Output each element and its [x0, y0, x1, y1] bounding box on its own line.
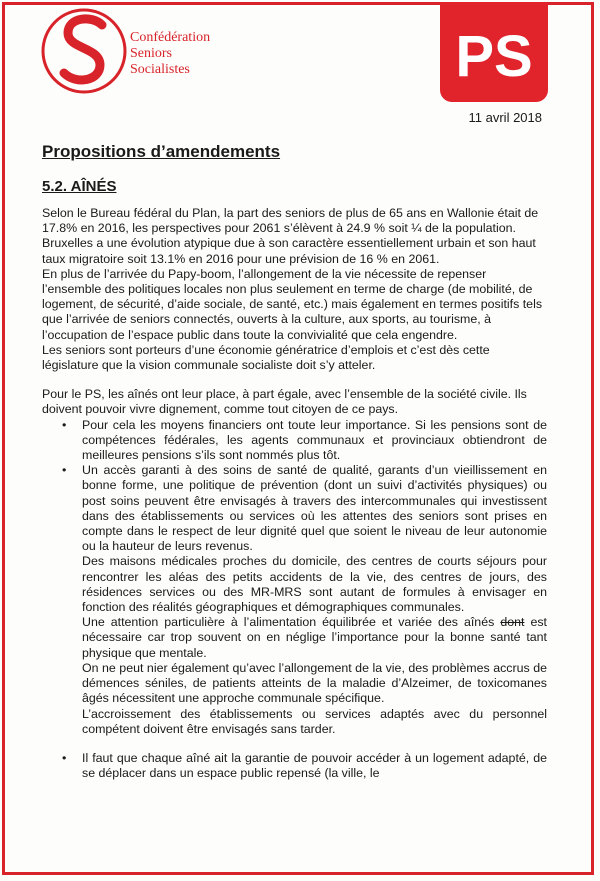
logo-line-1: Confédération [130, 30, 211, 45]
text-span: Une attention particulière à l’alimentation équilibrée et variée des aînés [82, 615, 495, 630]
page-title: Propositions d’amendements [42, 142, 281, 161]
paragraph: En plus de l’arrivée du Papy-boom, l’allongement de la vie nécessite de repenser l’ensemble des politiques locales non plus seulement en terme de charge (de mobilité, de logement, de sécurité, d’aide sociale, de santé, etc.) mais également en termes positifs tels que l’arrivée de seniors connectés, ouverts à la culture, aux sports, au tourisme, à l’occupation de l’espace public dans toute la convivialité que cela engendre. [42, 266, 543, 342]
cssocialistes-logo [40, 5, 128, 97]
list-item [82, 751, 547, 781]
logo-line-2: Seniors [130, 46, 172, 61]
paragraph: Pour le PS, les aînés ont leur place, à part égale, avec l’ensemble de la société civile. Ils doivent pouvoir vivre dignement, comme tout citoyen de ce pays. [42, 387, 527, 417]
list-item [82, 418, 547, 464]
bullet-text: L’accroissement des établissements ou services adaptés avec du personnel compétent doivent être envisagés sans tarder. [82, 706, 547, 736]
logo-line-3: Socialistes [130, 62, 190, 77]
document-date: 11 avril 2018 [468, 110, 542, 125]
section-heading: 5.2. AÎNÉS [42, 178, 117, 195]
text-span: est nécessaire car trop souvent on en néglige l’importance pour la bonne santé tant physique que mentale. [82, 615, 547, 660]
ps-logo-mark [440, 2, 548, 102]
bullet-text: • Il faut que chaque aîné ait la garantie de pouvoir accéder à un logement adapté, de se déplacer dans un espace public repensé (la ville, le [82, 750, 547, 781]
list-item [82, 463, 547, 737]
struck-word: dont [500, 615, 525, 630]
ps-logo-text: PS [455, 24, 533, 89]
document-body [42, 206, 547, 781]
paragraph: Les seniors sont porteurs d’une économie génératrice d’emplois et c’est dès cette législature que la vision communale socialiste doit s’y atteler. [42, 342, 490, 373]
ps-logo [440, 2, 548, 102]
logo-org-name [130, 30, 210, 78]
bullet-text: Des maisons médicales proches du domicile, des centres de courts séjours pour rencontrer les aléas des petits accidents de la vie, des centres de jours, des résidences services ou des MR-MRS sont autant de formules à envisager en fonction des réalités géographiques et démographiques communales. [82, 554, 547, 615]
bullet-text [82, 615, 547, 661]
paragraph: Selon le Bureau fédéral du Plan, la part des seniors de plus de 65 ans en Wallonie était de 17.8% en 2016, les perspectives pour 2061 s’élèvent à 24.9 % soit ¼ de la population. Bruxelles a une évolution atypique due à son caractère essentiellement urbain et son haut taux migratoire soit 13.1% en 2016 pour une prévision de 16 % en 2061. [42, 206, 539, 266]
bullet-text: On ne peut nier également qu’avec l’allongement de la vie, des problèmes accrus de démences séniles, de patients atteints de la maladie d’Alzeimer, de toxicomanes âgés nécessitent une approche communale spécifique. [82, 660, 547, 706]
bullet-text: • Pour cela les moyens financiers ont toute leur importance. Si les pensions sont de compétences fédérales, les agents communaux et provinciaux obtiendront de meilleures pensions s’ils sont nommés plus tôt. [82, 417, 547, 463]
bullet-text: • Un accès garanti à des soins de santé de qualité, garants d’un vieillissement en bonne forme, une politique de prévention (dont un suivi d’activités physiques) ou post soins peuvent être envisagés à travers des intercommunales qui investissent dans des établissements ou services où les attentes des seniors sont prises en compte dans le respect de leur dignité quel que soient le niveau de leur autonomie ou la hauteur de leurs revenus. [82, 463, 547, 554]
bullet-list [42, 418, 547, 782]
